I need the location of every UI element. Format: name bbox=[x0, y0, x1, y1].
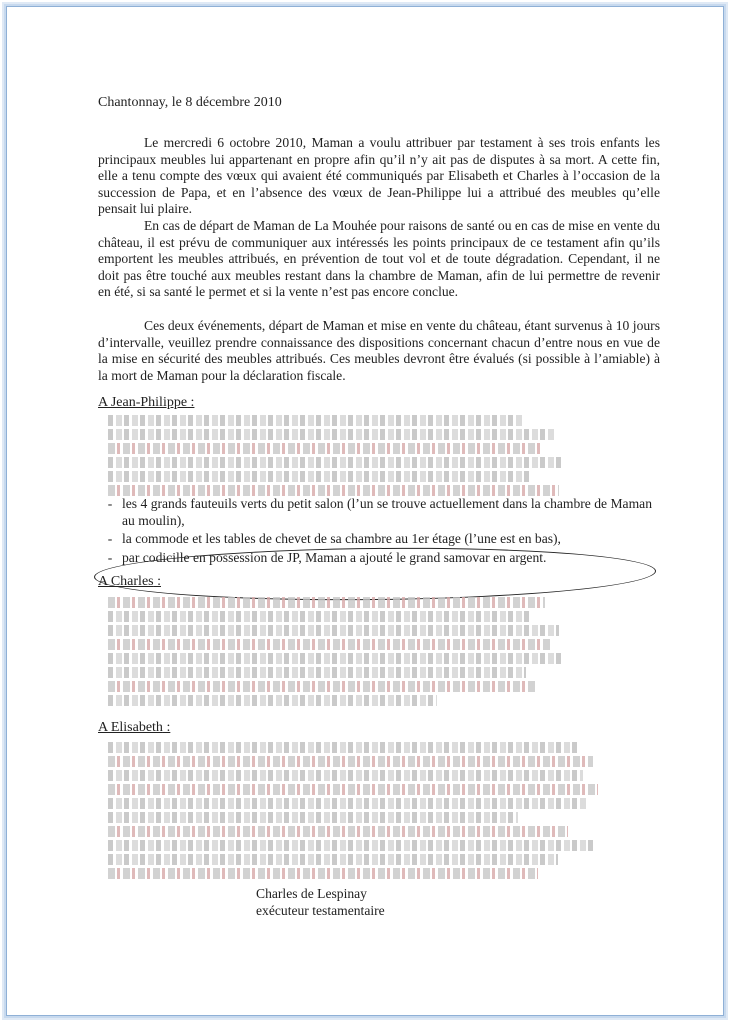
paragraph-2-text: En cas de départ de Maman de La Mouhée pour raisons de santé ou en cas de mise en vente du château, il est prévu de communiquer aux intéressés les points principaux de ce testament afin qu’ils emportent les meubles attribués, en prévention de tout vol et de toute dégradation. Cependant, il ne doit pas être touché aux meubles restant dans la chambre de Maman, afin de lui permettre de revenir en été, si sa santé le permet et si la vente n’est pas encore conclue. bbox=[98, 218, 660, 300]
paragraph-1 bbox=[98, 135, 660, 218]
signature-name: Charles de Lespinay bbox=[256, 886, 367, 901]
list-item: - la commode et les tables de chevet de sa chambre au 1er étage (l’une est en bas), bbox=[107, 531, 561, 547]
blurred-list-elisabeth bbox=[108, 742, 608, 882]
list-item-highlighted: - par codicille en possession de JP, Maman a ajouté le grand samovar en argent. bbox=[107, 549, 547, 565]
paragraph-2 bbox=[98, 218, 660, 301]
section-title-charles: A Charles : bbox=[98, 574, 161, 589]
section-title-jean-philippe: A Jean-Philippe : bbox=[98, 395, 195, 410]
section-title-jp-text: A Jean-Philippe bbox=[98, 395, 188, 410]
blurred-list-jean-philippe bbox=[108, 415, 578, 499]
blurred-list-charles bbox=[108, 597, 578, 709]
paragraph-3 bbox=[98, 318, 660, 384]
paragraph-3-text: Ces deux événements, départ de Maman et mise en vente du château, étant survenus à 10 jours d’intervalle, veuillez prendre connaissance des dispositions concernant chacun d’entre nous en vue de la mise en sécurité des meubles attribués. Ces meubles devront être évalués (si possible à l’amiable) à la mort de Maman pour la déclaration fiscale. bbox=[98, 318, 660, 383]
document-page bbox=[22, 22, 714, 1012]
section-title-elisabeth: A Elisabeth : bbox=[98, 720, 171, 735]
signature-role: exécuteur testamentaire bbox=[256, 903, 385, 918]
section-title-elisabeth-text: A Elisabeth bbox=[98, 720, 163, 735]
list-item: - les 4 grands fauteuils verts du petit salon (l’un se trouve actuellement dans la chambre de Maman au moulin), bbox=[107, 496, 652, 528]
section-title-charles-text: A Charles bbox=[98, 574, 154, 589]
place-date: Chantonnay, le 8 décembre 2010 bbox=[98, 95, 282, 110]
paragraph-1-text: Le mercredi 6 octobre 2010, Maman a voulu attribuer par testament à ses trois enfants les principaux meubles lui appartenant en propre afin qu’il n’y ait pas de disputes à sa mort. A cette fin, elle a tenu compte des vœux qui avaient été communiqués par Elisabeth et Charles à l’occasion de la succession de Papa, et en l’absence des vœux de Jean-Philippe lui a attribué des meubles qu’elle pensait lui plaire. bbox=[98, 135, 660, 217]
